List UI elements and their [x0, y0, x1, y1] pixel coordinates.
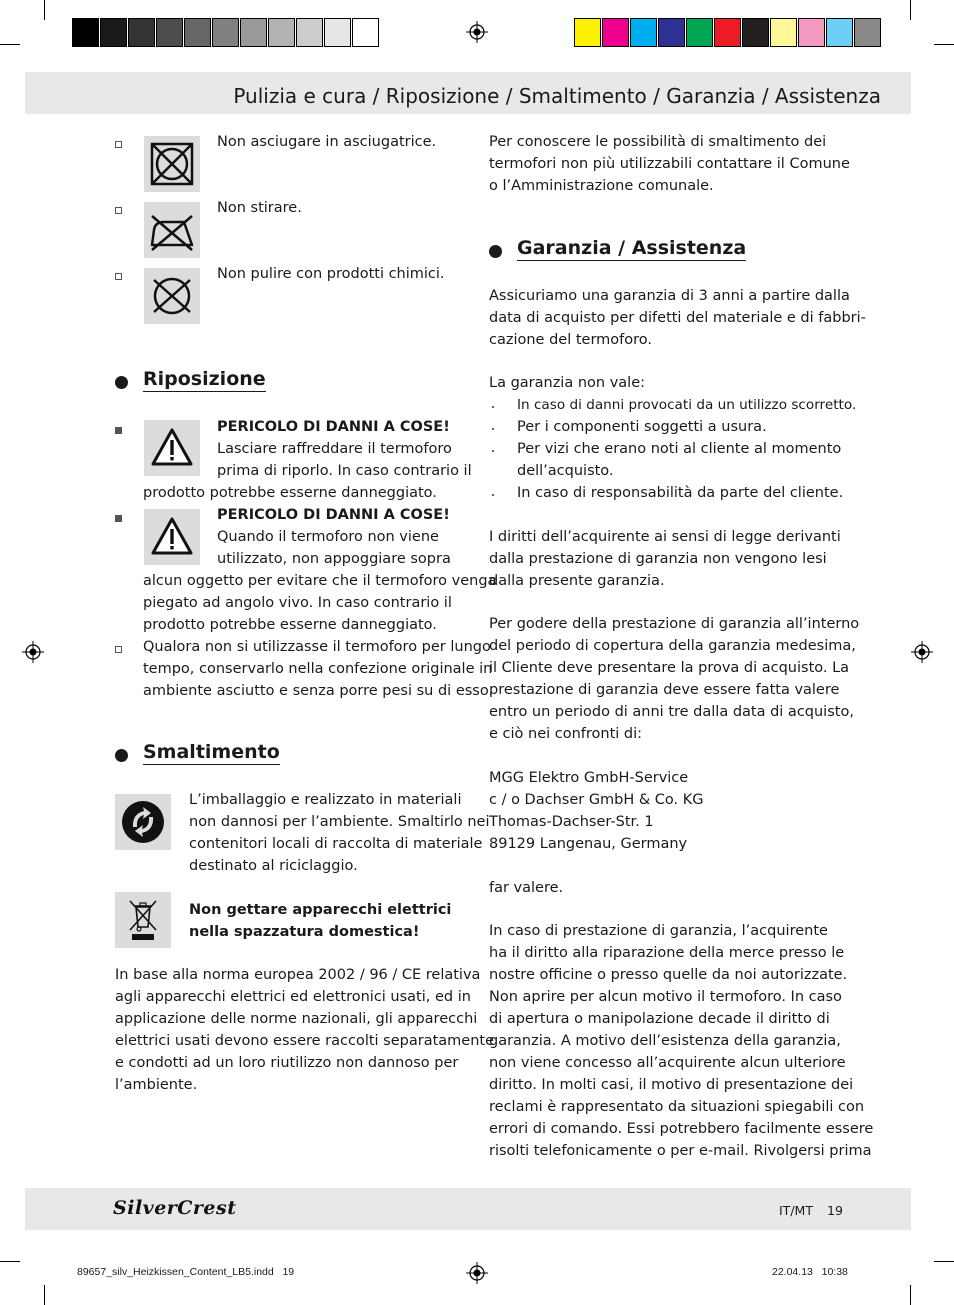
- warranty-claim-line: prestazione di garanzia deve essere fatta valere: [489, 682, 840, 698]
- no-tumble-dry-icon: [144, 136, 200, 192]
- service-address-line: MGG Elektro GmbH-Service: [489, 770, 689, 786]
- warranty-repair-line: ha il diritto alla riparazione della merce presso le: [489, 945, 845, 961]
- warranty-repair-line: reclami è rappresentato da situazioni spiegabili con: [489, 1099, 865, 1115]
- color-swatch: [630, 18, 657, 47]
- list-bullet: [115, 207, 122, 214]
- packaging-text-line: non dannosi per l’ambiente. Smaltirlo nei: [189, 814, 490, 830]
- color-swatch: [770, 18, 797, 47]
- warranty-exclusion: Per vizi che erano noti al cliente al momento: [517, 441, 842, 457]
- section-heading-riposizione: Riposizione: [143, 368, 266, 390]
- directive-text-line: e condotti ad un loro riutilizzo non dannoso per: [115, 1055, 459, 1071]
- color-swatch: [798, 18, 825, 47]
- registration-mark-icon: [22, 641, 44, 663]
- warning-text-line: prodotto potrebbe esserne danneggiato.: [143, 485, 437, 501]
- color-swatch: [184, 18, 211, 47]
- warranty-claim-line: il Cliente deve presentare la prova di acquisto. La: [489, 660, 850, 676]
- crop-mark: [910, 0, 911, 20]
- warning-box: [144, 420, 200, 476]
- section-heading-garanzia: Garanzia / Assistenza: [517, 237, 747, 259]
- slug-filename: 89657_silv_Heizkissen_Content_LB5.indd 19: [77, 1266, 295, 1278]
- weee-warning-line: nella spazzatura domestica!: [189, 924, 420, 940]
- service-address-line: c / o Dachser GmbH & Co. KG: [489, 792, 704, 808]
- crop-mark: [934, 1261, 954, 1262]
- registration-mark-icon: [911, 641, 933, 663]
- service-address-line: 89129 Langenau, Germany: [489, 836, 688, 852]
- crossed-out-bin-icon: [115, 892, 171, 948]
- warranty-rights-line: dalla prestazione di garanzia non vengono lesi: [489, 551, 827, 567]
- list-bullet: [115, 427, 122, 434]
- color-swatch: [128, 18, 155, 47]
- warning-triangle-icon: [144, 509, 200, 565]
- list-bullet: [115, 273, 122, 280]
- no-chemical-cleaning-icon: [144, 268, 200, 324]
- crop-mark: [934, 44, 954, 45]
- directive-text-line: applicazione delle norme nazionali, gli apparecchi: [115, 1011, 478, 1027]
- color-swatch: [574, 18, 601, 47]
- warranty-exclusion: In caso di responsabilità da parte del cliente.: [517, 485, 844, 501]
- list-bullet: [492, 428, 494, 430]
- note-text-line: tempo, conservarlo nella confezione originale in: [143, 661, 493, 677]
- warning-title: PERICOLO DI DANNI A COSE!: [217, 507, 450, 523]
- warranty-repair-line: garanzia. A motivo dell’esistenza della garanzia,: [489, 1033, 841, 1049]
- warranty-intro-line: data di acquisto per difetti del materiale e di fabbri-: [489, 310, 866, 326]
- warranty-not-valid-label: La garanzia non vale:: [489, 375, 645, 391]
- warning-text-line: piegato ad angolo vivo. In caso contrario il: [143, 595, 452, 611]
- crop-mark: [44, 1285, 45, 1305]
- warning-text-line: Quando il termoforo non viene: [217, 529, 439, 545]
- warning-text-line: prima di riporlo. In caso contrario il: [217, 463, 472, 479]
- section-heading-smaltimento: Smaltimento: [143, 741, 280, 763]
- warranty-claim-line: e ciò nei confronti di:: [489, 726, 643, 742]
- color-swatch: [212, 18, 239, 47]
- list-bullet: [115, 141, 122, 148]
- warning-triangle-icon: [144, 420, 200, 476]
- warranty-repair-line: nostre officine o presso quelle da noi autorizzate.: [489, 967, 848, 983]
- brand-logo: SilverCrest: [113, 1197, 237, 1219]
- crop-mark: [910, 1285, 911, 1305]
- section-bullet: [115, 376, 128, 389]
- far-valere-text: far valere.: [489, 880, 564, 896]
- green-dot-recycle-icon: [115, 794, 171, 850]
- care-text: Non asciugare in asciugatrice.: [217, 134, 437, 150]
- warranty-repair-line: di apertura o manipolazione decade il diritto di: [489, 1011, 830, 1027]
- crop-mark: [44, 0, 45, 20]
- recycle-symbol-box: [115, 794, 171, 850]
- warning-text-line: prodotto potrebbe esserne danneggiato.: [143, 617, 437, 633]
- packaging-text-line: L’imballaggio e realizzato in materiali: [189, 792, 462, 808]
- no-iron-icon: [144, 202, 200, 258]
- list-bullet: [492, 406, 494, 408]
- weee-warning-line: Non gettare apparecchi elettrici: [189, 902, 452, 918]
- crop-mark: [0, 44, 20, 45]
- note-text-line: ambiente asciutto e senza porre pesi su di esso.: [143, 683, 494, 699]
- warranty-repair-line: In caso di prestazione di garanzia, l’acquirente: [489, 923, 828, 939]
- color-swatch: [602, 18, 629, 47]
- warranty-rights-line: I diritti dell’acquirente ai sensi di legge derivanti: [489, 529, 841, 545]
- care-symbol-box: [144, 136, 200, 192]
- color-swatch: [268, 18, 295, 47]
- color-swatch: [742, 18, 769, 47]
- directive-text-line: agli apparecchi elettrici ed elettronici usati, ed in: [115, 989, 471, 1005]
- municipal-text-line: Per conoscere le possibilità di smaltimento dei: [489, 134, 827, 150]
- footer-locale: IT/MT: [779, 1203, 813, 1218]
- crop-mark: [0, 1261, 20, 1262]
- warranty-repair-line: Non aprire per alcun motivo il termoforo. In caso: [489, 989, 842, 1005]
- color-swatch: [714, 18, 741, 47]
- municipal-text-line: termofori non più utilizzabili contattare il Comune: [489, 156, 850, 172]
- registration-mark-icon: [466, 1262, 488, 1284]
- service-address-line: Thomas-Dachser-Str. 1: [489, 814, 654, 830]
- warning-title: PERICOLO DI DANNI A COSE!: [217, 419, 450, 435]
- care-symbol-box: [144, 268, 200, 324]
- note-text-line: Qualora non si utilizzasse il termoforo per lungo: [143, 639, 491, 655]
- color-swatch: [296, 18, 323, 47]
- warning-text-line: Lasciare raffreddare il termoforo: [217, 441, 452, 457]
- color-swatch: [658, 18, 685, 47]
- warranty-repair-line: risolti telefonicamente o per e-mail. Rivolgersi prima: [489, 1143, 872, 1159]
- warranty-claim-line: Per godere della prestazione di garanzia all’interno: [489, 616, 860, 632]
- footer-page-number: 19: [827, 1203, 843, 1218]
- warranty-intro-line: Assicuriamo una garanzia di 3 anni a partire dalla: [489, 288, 850, 304]
- registration-mark-icon: [466, 21, 488, 43]
- warning-text-line: utilizzato, non appoggiare sopra: [217, 551, 451, 567]
- warning-text-line: alcun oggetto per evitare che il termoforo venga: [143, 573, 497, 589]
- page-title: Pulizia e cura / Riposizione / Smaltimento / Garanzia / Assistenza: [233, 84, 881, 108]
- color-swatch: [72, 18, 99, 47]
- municipal-text-line: o l’Amministrazione comunale.: [489, 178, 714, 194]
- list-bullet: [492, 450, 494, 452]
- list-bullet: [115, 646, 122, 653]
- warranty-exclusion: In caso di danni provocati da un utilizzo scorretto.: [517, 397, 857, 413]
- warranty-claim-line: entro un periodo di anni tre dalla data di acquisto,: [489, 704, 854, 720]
- warranty-repair-line: errori di comando. Essi potrebbero facilmente essere: [489, 1121, 874, 1137]
- slug-date: 22.04.13 10:38: [772, 1266, 848, 1278]
- color-swatch: [100, 18, 127, 47]
- warranty-rights-line: dalla presente garanzia.: [489, 573, 665, 589]
- packaging-text-line: contenitori locali di raccolta di materiale: [189, 836, 483, 852]
- directive-text-line: elettrici usati devono essere raccolti separatamente: [115, 1033, 495, 1049]
- care-text: Non pulire con prodotti chimici.: [217, 266, 445, 282]
- warranty-repair-line: diritto. In molti casi, il motivo di presentazione dei: [489, 1077, 854, 1093]
- care-text: Non stirare.: [217, 200, 302, 216]
- color-swatch: [156, 18, 183, 47]
- color-swatch: [324, 18, 351, 47]
- weee-symbol-box: [115, 892, 171, 948]
- warranty-intro-line: cazione del termoforo.: [489, 332, 653, 348]
- packaging-text-line: destinato al riciclaggio.: [189, 858, 358, 874]
- list-bullet: [115, 515, 122, 522]
- section-bullet: [115, 749, 128, 762]
- color-swatch: [352, 18, 379, 47]
- color-swatch: [686, 18, 713, 47]
- color-swatch: [240, 18, 267, 47]
- warranty-exclusion: Per i componenti soggetti a usura.: [517, 419, 767, 435]
- warning-box: [144, 509, 200, 565]
- list-bullet: [492, 494, 494, 496]
- directive-text-line: l’ambiente.: [115, 1077, 198, 1093]
- directive-text-line: In base alla norma europea 2002 / 96 / CE relativa: [115, 967, 481, 983]
- warranty-claim-line: del periodo di copertura della garanzia medesima,: [489, 638, 856, 654]
- warranty-repair-line: non viene concesso all’acquirente alcun ulteriore: [489, 1055, 846, 1071]
- section-bullet: [489, 245, 502, 258]
- color-swatch: [854, 18, 881, 47]
- warranty-exclusion: dell’acquisto.: [517, 463, 614, 479]
- care-symbol-box: [144, 202, 200, 258]
- color-swatch: [826, 18, 853, 47]
